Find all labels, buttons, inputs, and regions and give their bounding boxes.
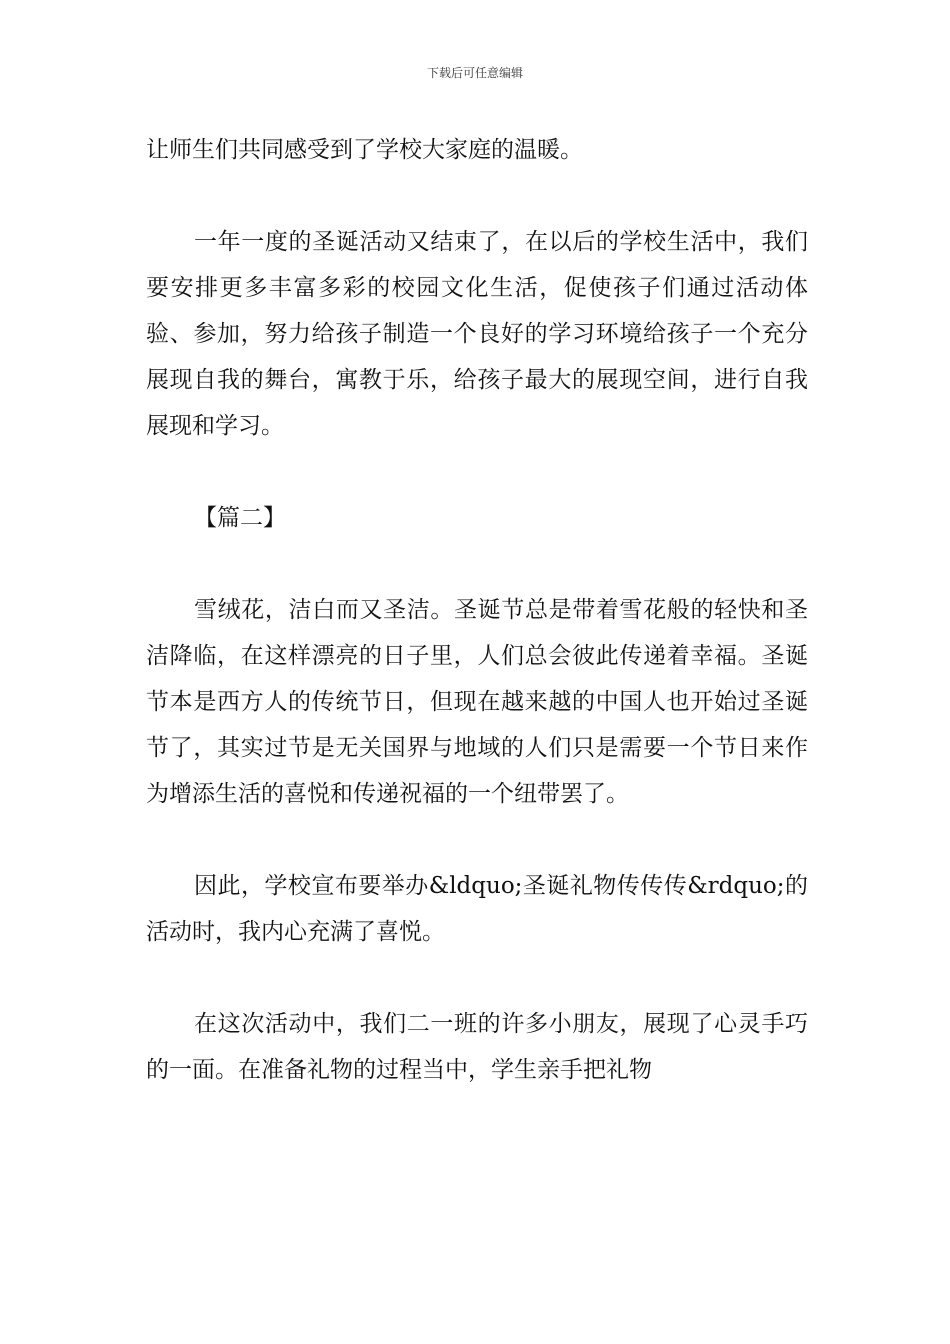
paragraph-gap <box>146 541 808 587</box>
page-header: 下载后可任意编辑 <box>426 66 523 80</box>
paragraph: 雪绒花，洁白而又圣洁。圣诞节总是带着雪花般的轻快和圣洁降临，在这样漂亮的日子里，人们总会彼此传递着幸福。圣诞节本是西方人的传统节日，但现在越来越的中国人也开始过圣诞节了，其实过节是无关国界与地域的人们只是需要一个节日来作为增添生活的喜悦和传递祝福的一个纽带罢了。 <box>146 597 808 807</box>
paragraph: 因此，学校宣布要举办&ldquo;圣诞礼物传传传&rdquo;的活动时，我内心充满了喜悦。 <box>146 873 808 945</box>
paragraph-gap <box>146 955 808 1001</box>
paragraph: 一年一度的圣诞活动又结束了，在以后的学校生活中，我们要安排更多丰富多彩的校园文化生活，促使孩子们通过活动体验、参加，努力给孩子制造一个良好的学习环境给孩子一个充分展现自我的舞台，寓教于乐，给孩子最大的展现空间，进行自我展现和学习。 <box>146 229 808 439</box>
paragraph-gap <box>146 449 808 495</box>
paragraph-gap <box>146 817 808 863</box>
document-body <box>146 127 808 1093</box>
paragraph: 在这次活动中，我们二一班的许多小朋友，展现了心灵手巧的一面。在准备礼物的过程当中，学生亲手把礼物 <box>146 1011 808 1083</box>
paragraph-continuation: 让师生们共同感受到了学校大家庭的温暖。 <box>146 137 583 163</box>
paragraph-gap <box>146 173 808 219</box>
section-heading: 【篇二】 <box>194 505 286 531</box>
